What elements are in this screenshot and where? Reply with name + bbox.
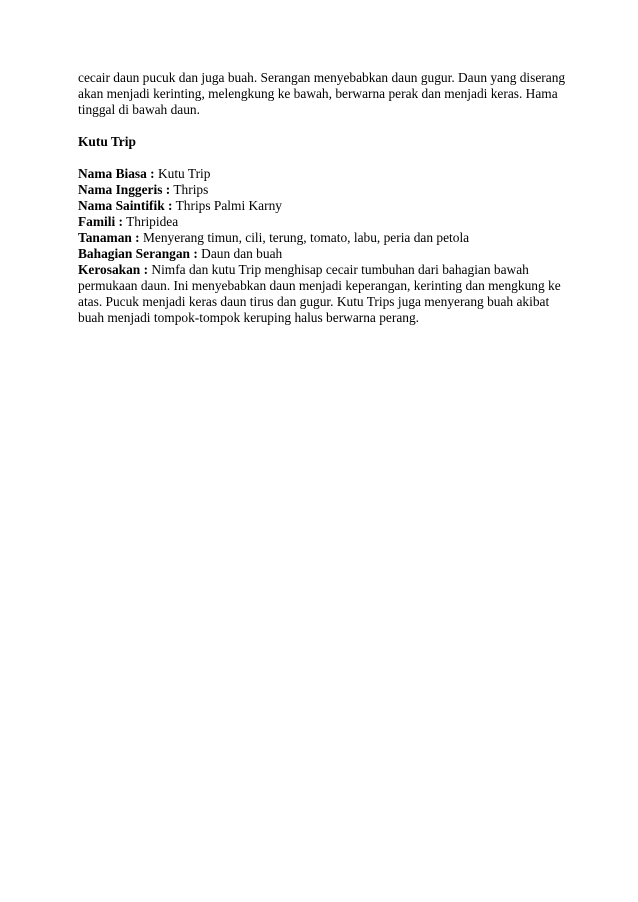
field-famili: [78, 214, 568, 230]
field-nama-saintifik: [78, 198, 568, 214]
document-body: [78, 70, 568, 326]
field-label: Kerosakan :: [78, 262, 149, 277]
field-label: Tanaman :: [78, 230, 140, 245]
field-nama-biasa: [78, 166, 568, 182]
field-label: Nama Saintifik :: [78, 198, 173, 213]
field-value: Kutu Trip: [154, 166, 211, 181]
field-value: Thrips Palmi Karny: [172, 198, 282, 213]
field-bahagian-serangan: [78, 246, 568, 262]
field-label: Nama Inggeris :: [78, 182, 171, 197]
field-value: Nimfa dan kutu Trip menghisap cecair tumbuhan dari bahagian bawah permukaan daun. Ini menyebabkan daun menjadi keperangan, kerinting dan mengkung ke atas. Pucuk menjadi keras daun tirus dan gugur. Kutu Trips juga menyerang buah akibat buah menjadi tompok-tompok keruping halus berwarna perang.: [78, 262, 561, 325]
field-tanaman: [78, 230, 568, 246]
field-label: Nama Biasa :: [78, 166, 155, 181]
field-value: Menyerang timun, cili, terung, tomato, labu, peria dan petola: [139, 230, 470, 245]
field-value: Thrips: [170, 182, 209, 197]
field-value: Daun dan buah: [197, 246, 283, 261]
section-heading: Kutu Trip: [78, 134, 136, 149]
field-value: Thripidea: [123, 214, 179, 229]
intro-paragraph: cecair daun pucuk dan juga buah. Serangan menyebabkan daun gugur. Daun yang diserang akan menjadi kerinting, melengkung ke bawah, berwarna perak dan menjadi keras. Hama tinggal di bawah daun.: [78, 70, 566, 117]
field-label: Famili :: [78, 214, 123, 229]
field-nama-inggeris: [78, 182, 568, 198]
field-kerosakan: [78, 262, 568, 326]
field-label: Bahagian Serangan :: [78, 246, 198, 261]
